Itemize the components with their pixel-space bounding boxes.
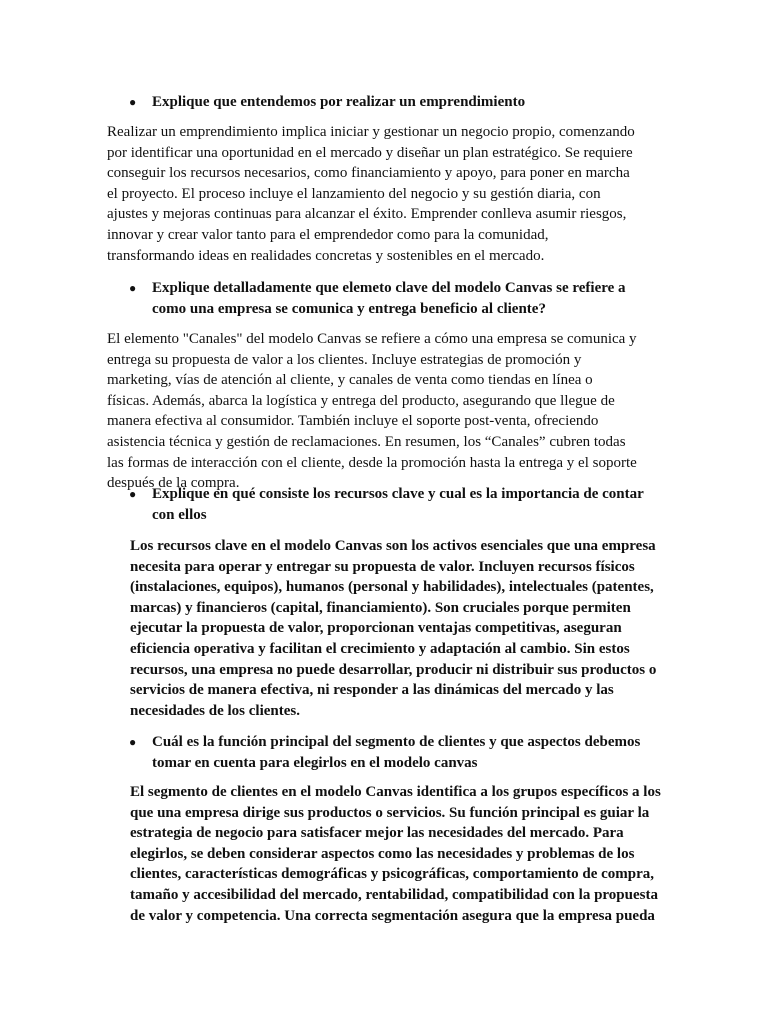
- question-4-text: Cuál es la función principal del segmento de clientes y que aspectos debemos tomar en cuenta para elegirlos en el modelo canvas: [152, 734, 641, 771]
- answer-2: El elemento "Canales" del modelo Canvas se refiere a cómo una empresa se comunica y entrega su propuesta de valor a los clientes. Incluye estrategias de promoción y marketing, vías de atención al cliente, y canales de venta como tiendas en línea o físicas. Además, abarca la logística y entrega del producto, asegurando que llegue de manera efectiva al consumidor. También incluye el soporte post-venta, ofreciendo asistencia técnica y gestión de reclamaciones. En resumen, los “Canales” cubren todas las formas de interacción con el cliente, desde la promoción hasta la entrega y el soporte después de la compra.: [107, 331, 637, 492]
- bullet-icon: ●: [129, 281, 137, 295]
- bullet-icon: ●: [129, 487, 137, 501]
- question-1-text: Explique que entendemos por realizar un emprendimiento: [152, 94, 526, 110]
- question-1: [129, 92, 649, 113]
- question-2: [129, 278, 649, 319]
- question-4: [129, 732, 649, 773]
- answer-4: El segmento de clientes en el modelo Canvas identifica a los grupos específicos a los que una empresa dirige sus productos o servicios. Su función principal es guiar la estrategia de negocio para satisfacer mejor las necesidades del mercado. Para elegirlos, se deben considerar aspectos como las necesidades y problemas de los clientes, características demográficas y psicográficas, comportamiento de compra, tamaño y accesibilidad del mercado, rentabilidad, compatibilidad con la propuesta de valor y competencia. Una correcta segmentación asegura que la empresa pueda: [130, 784, 661, 924]
- bullet-icon: ●: [129, 95, 137, 109]
- answer-3: Los recursos clave en el modelo Canvas son los activos esenciales que una empresa necesita para operar y entregar su propuesta de valor. Incluyen recursos físicos (instalaciones, equipos), humanos (personal y habilidades), intelectuales (patentes, marcas) y financieros (capital, financiamiento). Son cruciales porque permiten ejecutar la propuesta de valor, proporcionan ventajas competitivas, aseguran eficiencia operativa y facilitan el crecimiento y adaptación al cambio. Sin estos recursos, una empresa no puede desarrollar, producir ni distribuir sus productos o servicios de manera efectiva, ni responder a las dinámicas del mercado y las necesidades de los clientes.: [130, 538, 657, 719]
- answer-1: Realizar un emprendimiento implica iniciar y gestionar un negocio propio, comenzando por identificar una oportunidad en el mercado y diseñar un plan estratégico. Se requiere conseguir los recursos necesarios, como financiamiento y apoyo, para poner en marcha el proyecto. El proceso incluye el lanzamiento del negocio y su gestión diaria, con ajustes y mejoras continuas para alcanzar el éxito. Emprender conlleva asumir riesgos, innovar y crear valor tanto para el emprendedor como para la comunidad, transformando ideas en realidades concretas y sostenibles en el mercado.: [107, 124, 635, 264]
- question-3: [129, 484, 649, 525]
- bullet-icon: ●: [129, 735, 137, 749]
- question-3-text: Explique en qué consiste los recursos clave y cual es la importancia de contar con ellos: [152, 486, 644, 523]
- question-2-text: Explique detalladamente que elemeto clave del modelo Canvas se refiere a como una empresa se comunica y entrega beneficio al cliente?: [152, 280, 626, 317]
